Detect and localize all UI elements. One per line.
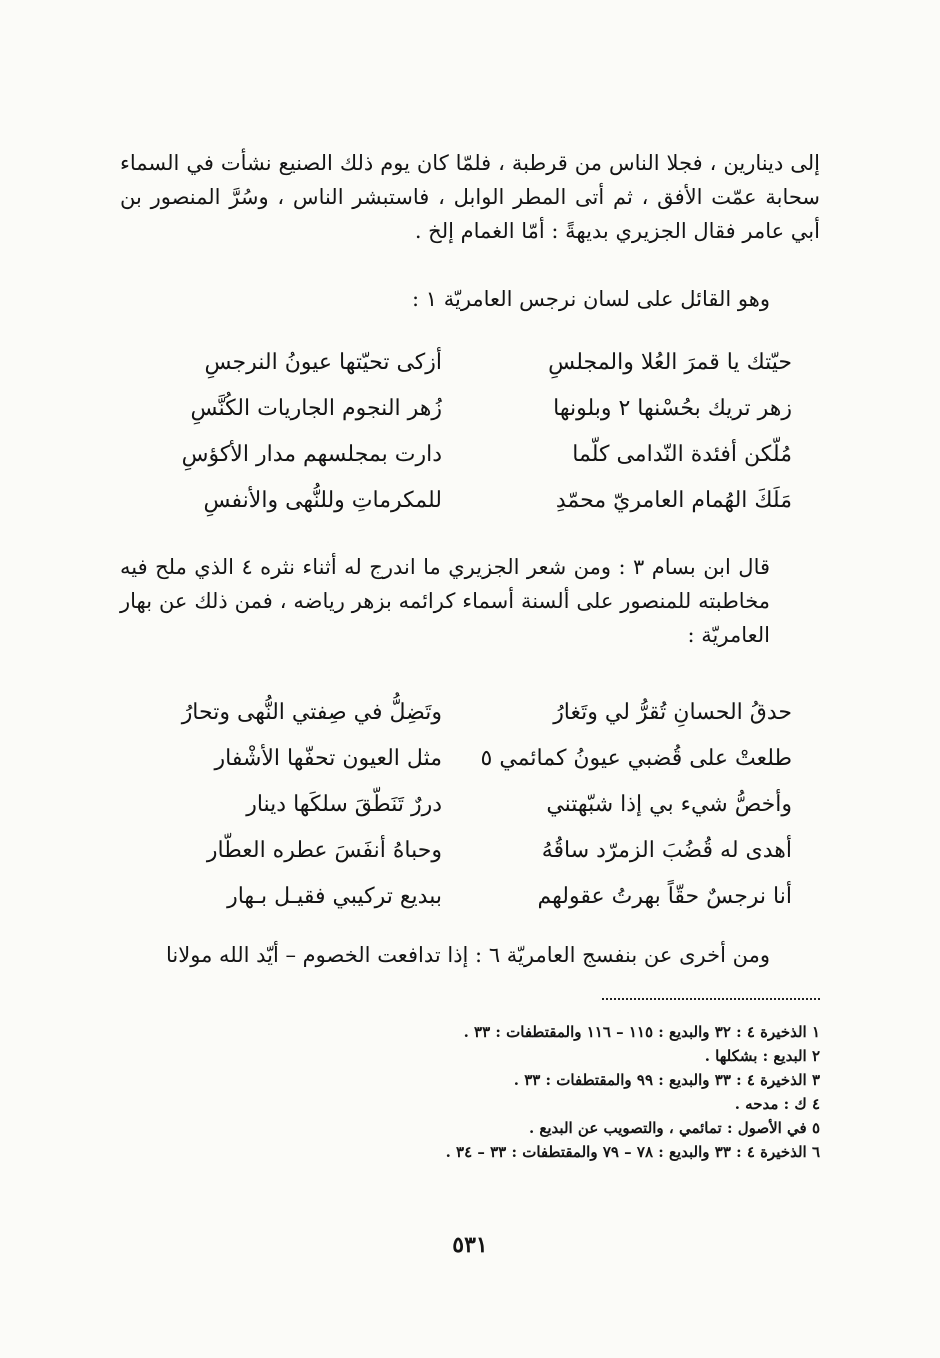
verse-second-hemistich: دارت بمجلسهم مدار الأكؤسِ bbox=[181, 442, 442, 467]
verse-second-hemistich: وحباهُ أنفَسَ عطره العطّار bbox=[206, 838, 442, 863]
footnote: ٣ الذخيرة ٤ : ٣٣ والبديع : ٩٩ والمقتطفات : ٣٣ . bbox=[513, 1071, 820, 1089]
paragraph-ibn-bassam bbox=[120, 550, 820, 652]
verse-line bbox=[132, 340, 792, 386]
paragraph-text: وهو القائل على لسان نرجس العامريّة ١ : bbox=[412, 287, 770, 311]
footnote: ٥ في الأصول : تمائمي ، والتصويب عن البديع . bbox=[528, 1119, 820, 1137]
paragraph-opening bbox=[120, 146, 820, 248]
verse-first-hemistich: حدقُ الحسانِ تُقرُّ لي وتَغارُ bbox=[553, 700, 792, 725]
footnote-separator bbox=[602, 998, 820, 1000]
verse-first-hemistich: طلعتْ على قُضبي عيونُ كمائمي ٥ bbox=[480, 746, 792, 771]
paragraph-text: إلى دينارين ، فجلا الناس من قرطبة ، فلمّا كان يوم ذلك الصنيع نشأت في السماء سحابة عمّت الأفق ، ثم أتى المطر الوابل ، فاستبشر الناس ، وسُرَّ المنصور بن أبي عامر فقال الجزيري بديهةً : أمّا الغمام إلخ . bbox=[120, 151, 820, 243]
verse-line bbox=[132, 690, 792, 736]
verse-first-hemistich: وأخصُّ شيء بي إذا شبّهتني bbox=[546, 792, 792, 817]
verse-first-hemistich: مَلَكَ الهُمام العامريّ محمّدِ bbox=[555, 488, 792, 513]
paragraph-text: ومن أخرى عن بنفسج العامريّة ٦ : إذا تدافعت الخصوم – أيّد الله مولانا bbox=[166, 943, 770, 967]
poem-1 bbox=[132, 340, 792, 524]
paragraph-closing bbox=[120, 938, 820, 972]
verse-first-hemistich: أنا نرجسٌ حقّاً بهرتُ عقولهم bbox=[537, 884, 792, 909]
verse-second-hemistich: وتَضِلُّ في صِفتي النُّهى وتحارُ bbox=[181, 700, 442, 725]
footnote: ٢ البديع : بشكلها . bbox=[704, 1047, 820, 1065]
verse-line bbox=[132, 828, 792, 874]
verse-first-hemistich: زهر تريك بحُسْنها ٢ وبلونها bbox=[553, 396, 792, 421]
verse-second-hemistich: زُهر النجوم الجاريات الكُنَّسِ bbox=[190, 396, 442, 421]
verse-line bbox=[132, 386, 792, 432]
verse-second-hemistich: مثل العيون تحفّها الأشْفار bbox=[214, 746, 442, 771]
paragraph-intro-poem-1 bbox=[120, 282, 820, 316]
verse-first-hemistich: أهدى له قُضُبَ الزمرّد ساقُهُ bbox=[541, 838, 792, 863]
verse-second-hemistich: للمكرماتِ وللنُّهى والأنفسِ bbox=[203, 488, 442, 513]
paragraph-text: قال ابن بسام ٣ : ومن شعر الجزيري ما اندرج له أثناء نثره ٤ الذي ملح فيه مخاطبته للمنصور على ألسنة أسماء كرائمه بزهر رياضه ، فمن ذلك عن بهار العامريّة : bbox=[120, 555, 771, 647]
verse-second-hemistich: دررٌ تَنَطّقَ سلكَها دينار bbox=[246, 792, 442, 817]
verse-line bbox=[132, 736, 792, 782]
footnote: ١ الذخيرة ٤ : ٣٢ والبديع : ١١٥ – ١١٦ والمقتطفات : ٣٣ . bbox=[463, 1023, 820, 1041]
page-number: ٥٣١ bbox=[452, 1232, 488, 1258]
footnote: ٤ ك : مدحه . bbox=[734, 1095, 820, 1113]
verse-first-hemistich: مُلّكن أفئدة النّدامى كلّما bbox=[572, 442, 792, 467]
verse-line bbox=[132, 782, 792, 828]
verse-second-hemistich: ببديع تركيبي فقيـل بـهار bbox=[227, 884, 442, 909]
footnote: ٦ الذخيرة ٤ : ٣٣ والبديع : ٧٨ – ٧٩ والمقتطفات : ٣٣ – ٣٤ . bbox=[445, 1143, 820, 1161]
verse-first-hemistich: حيّتك يا قمرَ العُلا والمجلسِ bbox=[548, 350, 792, 375]
verse-line bbox=[132, 874, 792, 920]
verse-line bbox=[132, 478, 792, 524]
verse-second-hemistich: أزكى تحيّتها عيونُ النرجسِ bbox=[204, 350, 442, 375]
verse-line bbox=[132, 432, 792, 478]
footnotes bbox=[120, 1020, 820, 1164]
poem-2 bbox=[132, 690, 792, 920]
